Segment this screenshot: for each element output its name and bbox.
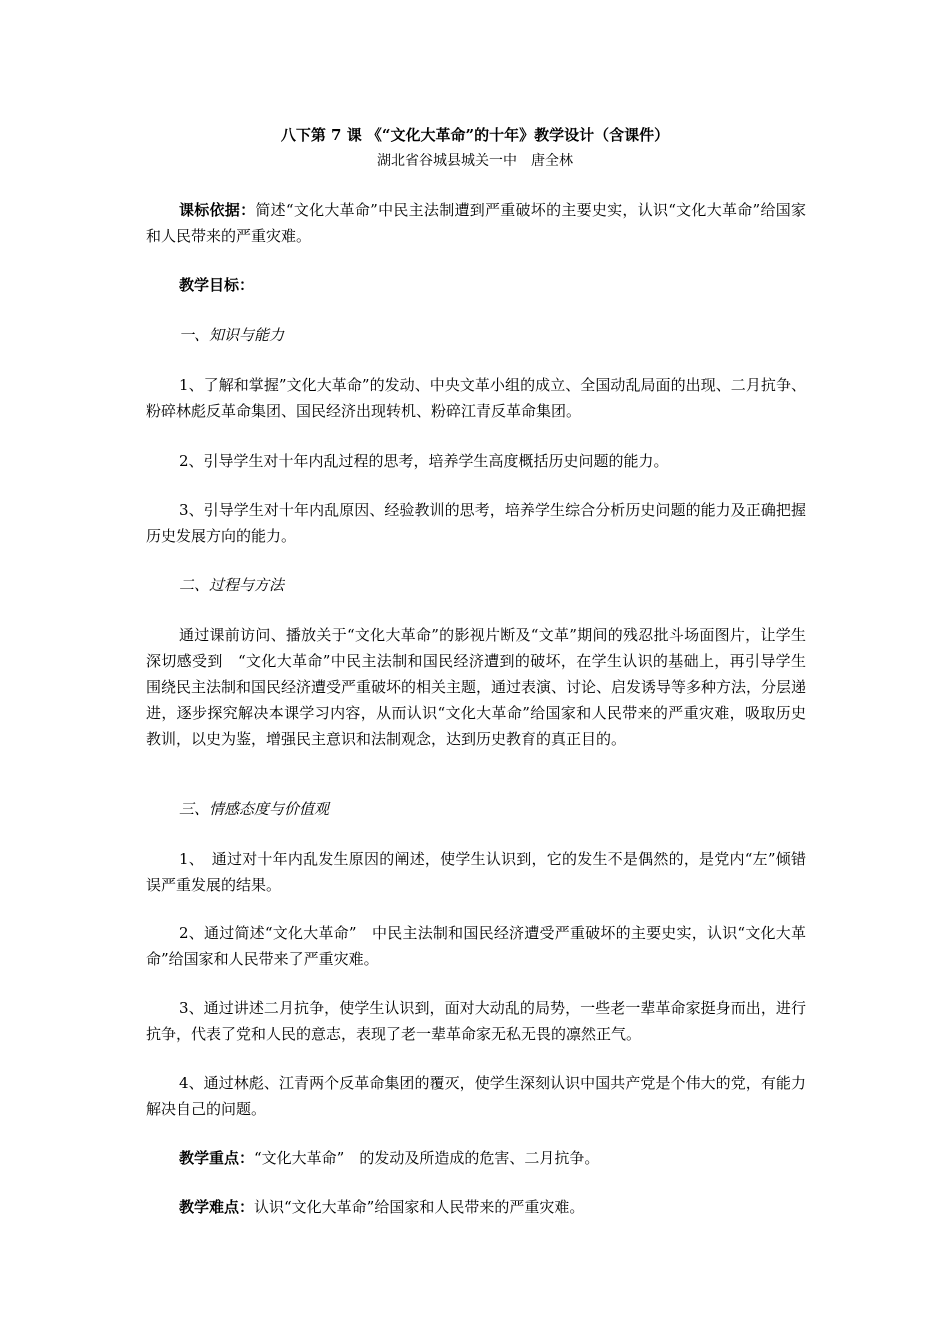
difficulties-text: 认识“文化大革命”给国家和人民带来的严重灾难。 [254,1198,585,1216]
section2-text: 通过课前访问、播放关于“文化大革命”的影视片断及“文革”期间的残忍批斗场面图片，让学生深切感受到 “文化大革命”中民主法制和国民经济遭到的破坏，在学生认识的基础上，再引导学生围绕民主法制和国民经济遭受严重破坏的相关主题，通过表演、讨论、启发诱导等多种方法，分层递进，逐步探究解决本课学习内容，从而认识“文化大革命”给国家和人民带来的严重灾难，吸取历史教训，以史为鉴，增强民主意识和法制观念，达到历史教育的真正目的。 [146,626,807,748]
section2-heading: 二、过程与方法 [179,576,285,594]
section3-heading: 三、情感态度与价值观 [179,800,330,818]
document-title: 八下第 7 课 《“文化大革命”的十年》教学设计（含课件） [280,126,670,144]
section3-item-1: 1、 通过对十年内乱发生原因的阐述，使学生认识到，它的发生不是偶然的，是党内“左”倾错误严重发展的结果。 [146,850,806,894]
author-line: 湖北省谷城县城关一中 唐全林 [377,153,573,169]
key-points-label: 教学重点： [179,1149,255,1167]
objectives-label: 教学目标： [179,276,255,294]
section1-item-1: 1、了解和掌握”文化大革命”的发动、中央文革小组的成立、全国动乱局面的出现、二月抗争、粉碎林彪反革命集团、国民经济出现转机、粉碎江青反革命集团。 [146,376,806,420]
section1-item-2: 2、引导学生对十年内乱过程的思考，培养学生高度概括历史问题的能力。 [179,452,669,470]
difficulties [146,1194,806,1220]
section1-heading: 一、知识与能力 [179,326,285,344]
key-points [146,1145,806,1171]
curriculum-basis [146,197,806,249]
curriculum-text: 简述“文化大革命”中民主法制遭到严重破坏的主要史实，认识“文化大革命”给国家和人民带来的严重灾难。 [146,201,806,245]
difficulties-label: 教学难点： [179,1198,255,1216]
section3-item-3: 3、通过讲述二月抗争，使学生认识到，面对大动乱的局势，一些老一辈革命家挺身而出，进行抗争，代表了党和人民的意志，表现了老一辈革命家无私无畏的凛然正气。 [146,999,806,1043]
section3-item-4: 4、通过林彪、江青两个反革命集团的覆灭，使学生深刻认识中国共产党是个伟大的党，有能力解决自己的问题。 [146,1074,806,1118]
section3-item-2: 2、通过简述“文化大革命” 中民主法制和国民经济遭受严重破坏的主要史实，认识“文化大革命”给国家和人民带来了严重灾难。 [146,924,806,968]
section1-item-3: 3、引导学生对十年内乱原因、经验教训的思考，培养学生综合分析历史问题的能力及正确把握历史发展方向的能力。 [146,501,806,545]
curriculum-label: 课标依据： [179,201,256,219]
key-points-text: “文化大革命” 的发动及所造成的危害、二月抗争。 [254,1149,600,1167]
